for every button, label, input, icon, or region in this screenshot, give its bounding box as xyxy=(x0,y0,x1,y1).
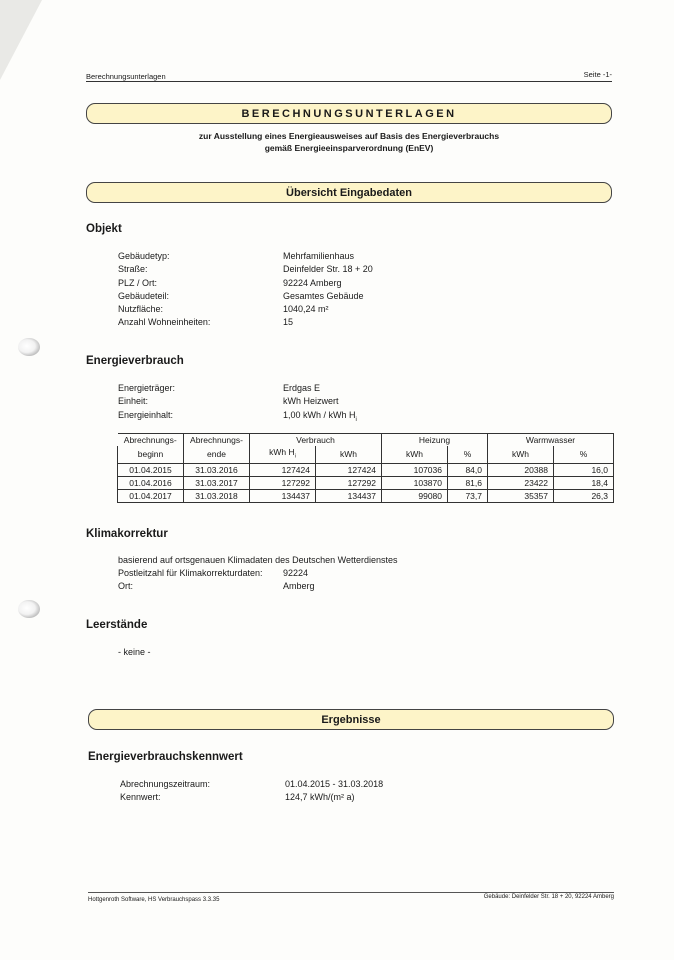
cell-warmwasser-pct: 18,4 xyxy=(554,476,614,489)
energie-label: Energieträger: xyxy=(118,383,176,393)
cell-end: 31.03.2016 xyxy=(184,463,250,476)
table-row xyxy=(118,489,614,502)
unit-kwh-hi xyxy=(250,446,316,463)
overview-title: Übersicht Eingabedaten xyxy=(286,186,412,199)
objekt-label: Gebäudetyp: xyxy=(118,251,170,261)
footer-rule xyxy=(88,892,614,893)
subtitle-line-2: gemäß Energieeinsparverordnung (EnEV) xyxy=(264,143,434,153)
kennwert-period-value: 01.04.2015 - 31.03.2018 xyxy=(285,779,384,789)
objekt-label: Gebäudeteil: xyxy=(118,290,170,301)
table-header-row xyxy=(118,434,614,447)
cell-verbrauch-hi: 127424 xyxy=(250,463,316,476)
kennwert-period-label: Abrechnungszeitraum: xyxy=(120,779,211,789)
results-title: Ergebnisse xyxy=(321,713,381,726)
cell-verbrauch-hi: 127292 xyxy=(250,476,316,489)
consumption-table xyxy=(117,433,614,503)
kennwert-value-label: Kennwert: xyxy=(120,792,161,802)
subtitle-line-1: zur Ausstellung eines Energieausweises auf Basis des Energieverbrauchs xyxy=(198,131,500,141)
table-unit-row xyxy=(118,446,614,463)
objekt-label: Straße: xyxy=(118,264,148,275)
table-row xyxy=(118,463,614,476)
unit-warmwasser-kwh: kWh xyxy=(488,446,554,463)
cell-warmwasser-pct: 26,3 xyxy=(554,489,614,502)
leer-value: - keine - xyxy=(118,647,151,657)
cell-verbrauch: 134437 xyxy=(316,489,382,502)
header-verbrauch: Verbrauch xyxy=(250,434,382,447)
objekt-value: 92224 Amberg xyxy=(283,277,342,288)
objekt-labels xyxy=(118,250,278,330)
header-begin: Abrechnungs- xyxy=(118,434,184,447)
cell-verbrauch: 127424 xyxy=(316,463,382,476)
footer-left: Hottgenroth Software, HS Verbrauchspass 3.3.35 xyxy=(88,897,220,903)
unit-warmwasser-pct: % xyxy=(554,446,614,463)
header-end: Abrechnungs- xyxy=(184,434,250,447)
cell-heizung-pct: 73,7 xyxy=(448,489,488,502)
objekt-label: Anzahl Wohneinheiten: xyxy=(118,317,211,328)
objekt-value: 1040,24 m² xyxy=(283,304,329,315)
energie-content-subscript: i xyxy=(355,416,357,423)
objekt-values xyxy=(283,250,533,330)
unit-heizung-pct: % xyxy=(448,446,488,463)
unit-heizung-kwh: kWh xyxy=(382,446,448,463)
kennwert-value: 124,7 kWh/(m² a) xyxy=(285,792,355,802)
unit-kwh: kWh xyxy=(316,446,382,463)
cell-end: 31.03.2018 xyxy=(184,489,250,502)
punch-hole-lower xyxy=(18,600,40,618)
header-rule xyxy=(86,81,612,82)
cell-begin: 01.04.2016 xyxy=(118,476,184,489)
cell-end: 31.03.2017 xyxy=(184,476,250,489)
objekt-label: Nutzfläche: xyxy=(118,304,164,315)
cell-warmwasser-kwh: 23422 xyxy=(488,476,554,489)
cell-heizung-kwh: 103870 xyxy=(382,476,448,489)
cell-begin: 01.04.2015 xyxy=(118,463,184,476)
objekt-label: PLZ / Ort: xyxy=(118,277,158,288)
title-bar xyxy=(86,103,612,124)
header-left: Berechnungsunterlagen xyxy=(86,72,166,81)
page-number: Seite -1- xyxy=(583,70,612,79)
cell-verbrauch: 127292 xyxy=(316,476,382,489)
footer-right: Gebäude: Deinfelder Str. 18 + 20, 92224 Amberg xyxy=(483,894,614,900)
unit-kwh-hi-text: kWh H xyxy=(269,447,295,457)
document-title: BERECHNUNGSUNTERLAGEN xyxy=(241,107,457,120)
objekt-value: Deinfelder Str. 18 + 20 xyxy=(283,264,373,275)
energie-heading: Energieverbrauch xyxy=(86,355,184,367)
unit-hi-subscript: i xyxy=(294,453,296,460)
objekt-value: 15 xyxy=(283,317,294,328)
klima-heading: Klimakorrektur xyxy=(86,528,168,540)
header-heizung: Heizung xyxy=(382,434,488,447)
kennwert-heading: Energieverbrauchskennwert xyxy=(88,751,243,763)
energie-value xyxy=(283,409,533,427)
objekt-value: Mehrfamilienhaus xyxy=(283,251,355,261)
klima-note: basierend auf ortsgenauen Klimadaten des Deutschen Wetterdienstes xyxy=(118,555,398,565)
cell-heizung-pct: 84,0 xyxy=(448,463,488,476)
cell-verbrauch-hi: 134437 xyxy=(250,489,316,502)
results-bar xyxy=(88,709,614,730)
cell-warmwasser-kwh: 20388 xyxy=(488,463,554,476)
energie-label: Einheit: xyxy=(118,396,149,407)
cell-warmwasser-kwh: 35357 xyxy=(488,489,554,502)
klima-ort-value: Amberg xyxy=(283,581,315,591)
energie-content-text: 1,00 kWh / kWh H xyxy=(283,409,356,420)
cell-heizung-pct: 81,6 xyxy=(448,476,488,489)
cell-heizung-kwh: 107036 xyxy=(382,463,448,476)
header-end-2: ende xyxy=(184,446,250,463)
folded-corner xyxy=(0,0,42,80)
klima-plz-value: 92224 xyxy=(283,568,309,578)
objekt-heading: Objekt xyxy=(86,223,122,235)
energie-label: Energieinhalt: xyxy=(118,409,174,420)
table-row xyxy=(118,476,614,489)
energie-value: Erdgas E xyxy=(283,383,321,393)
punch-hole-upper xyxy=(18,338,40,356)
energie-value: kWh Heizwert xyxy=(283,396,339,407)
cell-begin: 01.04.2017 xyxy=(118,489,184,502)
leer-heading: Leerstände xyxy=(86,619,148,631)
cell-heizung-kwh: 99080 xyxy=(382,489,448,502)
energie-labels xyxy=(118,382,278,422)
klima-plz-label: Postleitzahl für Klimakorrekturdaten: xyxy=(118,568,263,578)
cell-warmwasser-pct: 16,0 xyxy=(554,463,614,476)
objekt-value: Gesamtes Gebäude xyxy=(283,290,364,301)
energie-values xyxy=(283,382,533,427)
header-warmwasser: Warmwasser xyxy=(488,434,614,447)
klima-ort-label: Ort: xyxy=(118,581,133,591)
overview-bar xyxy=(86,182,612,203)
header-begin-2: beginn xyxy=(118,446,184,463)
